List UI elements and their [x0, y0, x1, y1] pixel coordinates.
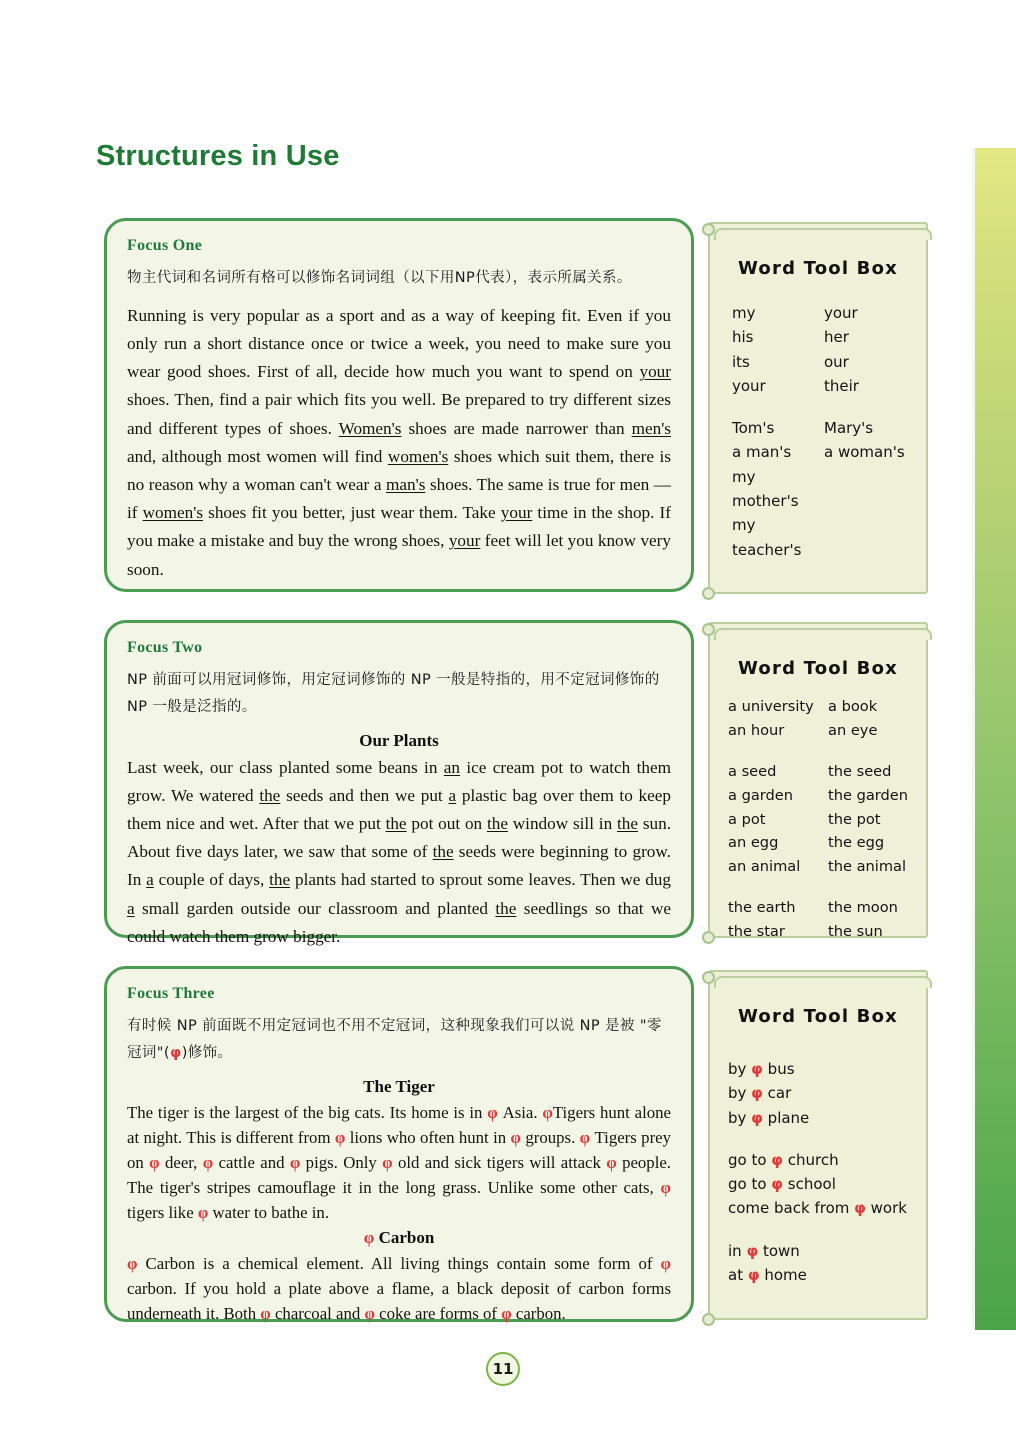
- word-row: [728, 695, 926, 719]
- focus-three-label: Focus Three: [127, 985, 215, 1002]
- scroll-curl-bottom-left-icon: [702, 1313, 715, 1326]
- word-group: [728, 1148, 926, 1221]
- scroll-top-bar: [714, 228, 932, 240]
- focus-two-passage: Last week, our class planted some beans in an ice cream pot to watch them grow. We watered the seeds and then we put a plastic bag over them to keep them nice and wet. After that we put the pot out on the window sill in the sun. About five days later, we saw that some of the seeds were beginning to grow. In a couple of days, the plants had started to sprout some leaves. Then we dug a small garden outside our classroom and planted the seedlings so that we could watch them grow bigger.: [127, 757, 671, 946]
- page-number-badge: 11: [486, 1352, 520, 1386]
- word-line: by φ plane: [728, 1108, 810, 1127]
- scroll-top-bar: [714, 628, 932, 640]
- focus-three-passage-title: The Tiger: [363, 1076, 435, 1096]
- word-cell: the animal: [828, 857, 907, 875]
- focus-three-passage-tiger: The tiger is the largest of the big cats. Its home is in φ Asia. φTigers hunt alone at night. This is different from φ lions who often hunt in φ groups. φ Tigers prey on φ deer, φ cattle and φ pigs. Only φ old and sick tigers will attack φ people. The tiger's stripes camouflage it in the long grass. Unlike some other cats, φ tigers like φ water to bathe in.: [127, 1102, 671, 1223]
- word-cell: an hour: [728, 721, 785, 739]
- word-cell: the earth: [728, 899, 796, 917]
- word-group: [728, 695, 926, 742]
- word-cell: the pot: [828, 810, 881, 828]
- page-title: Structures in Use: [96, 140, 340, 172]
- focus-panel-two: [104, 620, 694, 946]
- focus-two-chinese-note: NP 前面可以用冠词修饰，用定冠词修饰的 NP 一般是特指的，用不定冠词修饰的 NP 一般是泛指的。: [127, 672, 660, 715]
- focus-three-chinese-note: 有时候 NP 前面既不用定冠词也不用不定冠词，这种现象我们可以说 NP 是被 "零冠词"(φ)修饰。: [127, 1018, 662, 1061]
- word-cell: Mary's: [824, 419, 874, 438]
- word-cell: your: [732, 376, 766, 395]
- word-group: [728, 1239, 926, 1288]
- word-cell: Tom's: [732, 419, 775, 438]
- word-tool-box-two-title: Word Tool Box: [738, 658, 898, 679]
- word-tool-box-one: [708, 222, 928, 594]
- word-row: [732, 513, 926, 562]
- word-tool-box-three: [708, 970, 928, 1320]
- word-group: [728, 896, 926, 943]
- word-cell: a university: [728, 698, 814, 715]
- word-line: at φ home: [728, 1266, 807, 1285]
- word-cell: the star: [728, 923, 785, 941]
- word-row: [732, 350, 926, 374]
- word-cell: a pot: [728, 810, 766, 828]
- word-line: by φ bus: [728, 1060, 795, 1078]
- word-cell: an egg: [728, 834, 779, 852]
- word-tool-box-two: [708, 622, 928, 941]
- word-row: [728, 896, 926, 920]
- word-line: go to φ church: [728, 1150, 839, 1169]
- word-tool-box-two-body: [710, 695, 926, 944]
- focus-three-passage-title-2: φ Carbon: [363, 1227, 435, 1247]
- scroll-curl-top-left-icon: [702, 623, 715, 636]
- word-row: [728, 784, 926, 808]
- focus-one-passage: Running is very popular as a sport and as a way of keeping fit. Even if you only run a short distance once or twice a week, you need to make sure you wear good shoes. First of all, decide how much you want to spend on your shoes. Then, find a pair which fits you well. Be prepared to try different sizes and different types of shoes. Women's shoes are made narrower than men's and, although most women will find women's shoes which suit them, there is no reason why a woman can't wear a man's shoes. The same is true for men — if women's shoes fit you better, just wear them. Take your time in the shop. If you make a mistake and buy the wrong shoes, your feet will let you know very soon.: [127, 305, 672, 579]
- word-cell: [824, 513, 926, 562]
- word-cell: their: [824, 376, 859, 395]
- word-tool-box-one-title: Word Tool Box: [738, 258, 898, 279]
- word-cell: the garden: [828, 786, 909, 804]
- word-row: [732, 325, 926, 349]
- word-cell: a man's: [732, 443, 792, 462]
- word-line: in φ town: [728, 1241, 800, 1260]
- word-row: [728, 920, 926, 944]
- word-tool-box-three-body: [710, 1057, 926, 1287]
- scroll-curl-bottom-left-icon: [702, 931, 715, 944]
- word-cell: its: [732, 352, 750, 371]
- word-cell: your: [824, 304, 858, 322]
- focus-one-chinese-note: 物主代词和名词所有格可以修饰名词词组（以下用NP代表），表示所属关系。: [127, 270, 632, 286]
- word-cell: my: [732, 304, 756, 322]
- word-cell: the egg: [828, 834, 885, 852]
- word-row: [732, 374, 926, 398]
- word-cell: his: [732, 328, 754, 347]
- word-group: [732, 416, 926, 562]
- word-cell: the moon: [828, 899, 898, 917]
- focus-three-passage-carbon: φ Carbon is a chemical element. All living things contain some form of φ carbon. If you hold a plate above a flame, a black deposit of carbon forms underneath it. Both φ charcoal and φ coke are forms of φ carbon.: [127, 1253, 671, 1323]
- focus-panel-three: [104, 966, 694, 1322]
- word-line: go to φ school: [728, 1175, 836, 1194]
- word-row: [728, 719, 926, 743]
- focus-two-label: Focus Two: [127, 639, 203, 656]
- scroll-curl-top-left-icon: [702, 971, 715, 984]
- word-tool-box-one-body: [710, 301, 926, 562]
- word-tool-box-three-title: Word Tool Box: [738, 1006, 898, 1027]
- word-cell: a garden: [728, 786, 794, 804]
- scroll-top-bar: [714, 976, 932, 988]
- word-row: [728, 760, 926, 784]
- word-cell: our: [824, 352, 849, 371]
- focus-one-label: Focus One: [127, 237, 203, 254]
- word-group: [728, 1057, 926, 1130]
- word-row: [732, 440, 926, 464]
- word-cell: my mother's: [732, 467, 799, 511]
- word-group: [732, 301, 926, 398]
- focus-two-passage-title: Our Plants: [359, 730, 439, 750]
- word-line: by φ car: [728, 1084, 792, 1103]
- word-cell: a book: [828, 698, 878, 715]
- word-row: [728, 855, 926, 879]
- page-edge-gradient-band: [972, 148, 1016, 1330]
- word-cell: a woman's: [824, 443, 905, 462]
- word-cell: an animal: [728, 857, 801, 875]
- word-row: [728, 808, 926, 832]
- word-row: [732, 416, 926, 440]
- word-cell: [824, 465, 926, 514]
- word-cell: my teacher's: [732, 516, 802, 559]
- focus-panel-one: [104, 218, 694, 592]
- word-cell: her: [824, 328, 849, 347]
- scroll-curl-top-left-icon: [702, 223, 715, 236]
- word-row: [732, 465, 926, 514]
- word-row: [728, 831, 926, 855]
- scroll-curl-bottom-left-icon: [702, 587, 715, 600]
- word-row: [732, 301, 926, 325]
- word-line: come back from φ work: [728, 1199, 907, 1218]
- word-group: [728, 760, 926, 878]
- word-cell: an eye: [828, 721, 878, 739]
- word-cell: the seed: [828, 763, 892, 781]
- word-cell: a seed: [728, 763, 777, 781]
- word-cell: the sun: [828, 923, 883, 941]
